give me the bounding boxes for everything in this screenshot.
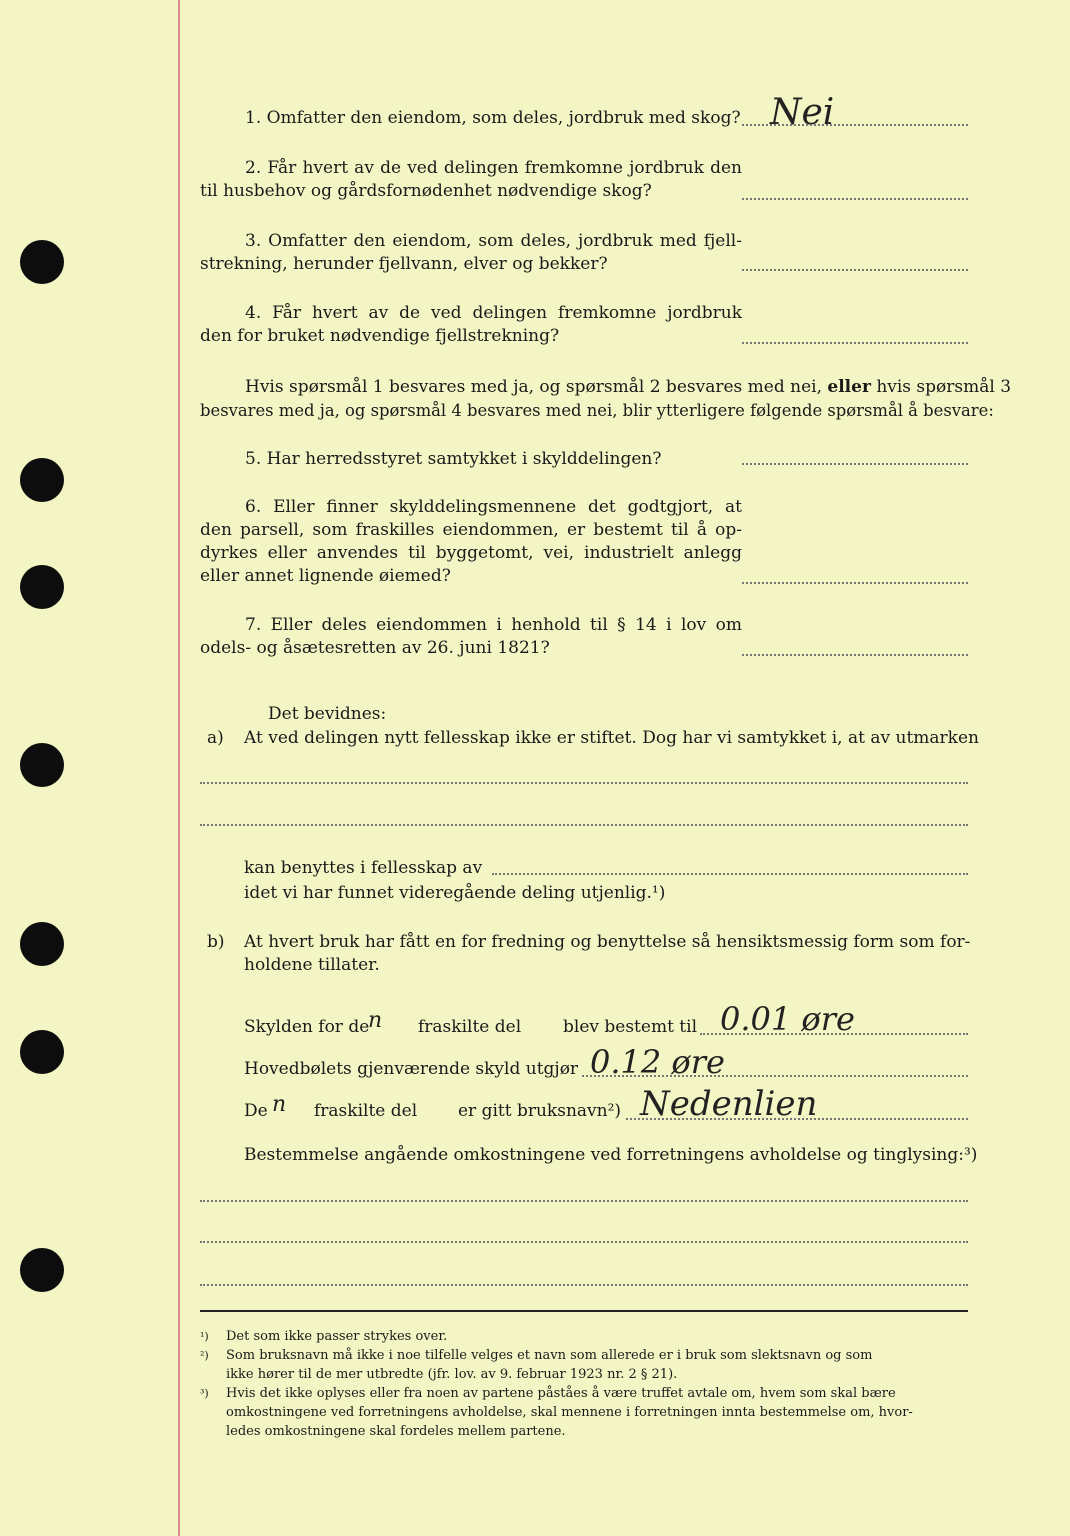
footnote-1-text: Det som ikke passer strykes over.	[226, 1329, 448, 1344]
question-3-line2: strekning, herunder fjellvann, elver og bekker?	[200, 254, 608, 274]
skylden-mid: fraskilte del	[418, 1017, 522, 1037]
punch-hole	[20, 1248, 64, 1292]
answer-line-3	[742, 269, 968, 271]
footnote-separator	[200, 1310, 968, 1312]
den-mid: fraskilte del	[314, 1101, 418, 1121]
question-6-line3: dyrkes eller anvendes til byggetomt, vei, industrielt anlegg	[200, 543, 742, 563]
hovedbolet-line	[582, 1075, 968, 1077]
punch-hole	[20, 240, 64, 284]
bevidnes-a-text: At ved delingen nytt fellesskap ikke er stiftet. Dog har vi samtykket i, at av utmarken	[244, 728, 979, 748]
skylden-hand-suffix: n	[368, 1008, 383, 1033]
question-6-line1: 6. Eller finner skylddelingsmennene det godtgjort, at	[245, 497, 742, 517]
den-hand-suffix: n	[272, 1092, 287, 1117]
hovedbolet-label: Hovedbølets gjenværende skyld utgjør	[244, 1059, 579, 1079]
skylden-suffix: blev bestemt til	[563, 1017, 698, 1037]
bevidnes-line-1	[200, 782, 968, 784]
answer-line-2	[742, 198, 968, 200]
condition-line1	[245, 376, 1012, 399]
bevidnes-line-2	[200, 824, 968, 826]
hovedbolet-value-handwritten: 0.12 øre	[590, 1043, 725, 1081]
punch-hole	[20, 1030, 64, 1074]
punch-hole	[20, 743, 64, 787]
condition-line1-b: hvis spørsmål 3	[876, 377, 1012, 397]
condition-bold-eller: eller	[827, 377, 871, 397]
answer-line-1	[742, 124, 968, 126]
question-4-line1: 4. Får hvert av de ved delingen fremkomne jordbruk	[245, 303, 742, 323]
bestemmelse-line-1	[200, 1200, 968, 1202]
skylden-value-handwritten: 0.01 øre	[720, 1000, 855, 1038]
question-6-line2: den parsell, som fraskilles eiendommen, er bestemt til å op-	[200, 520, 742, 540]
condition-line1-a: Hvis spørsmål 1 besvares med ja, og spørsmål 2 besvares med nei,	[245, 377, 822, 397]
footnote-1-number: ¹)	[200, 1330, 209, 1343]
question-1: 1. Omfatter den eiendom, som deles, jordbruk med skog?	[245, 108, 741, 128]
skylden-prefix: Skylden for de	[244, 1017, 370, 1037]
footnote-3-number: ³)	[200, 1387, 209, 1400]
question-5: 5. Har herredsstyret samtykket i skylddelingen?	[245, 449, 662, 469]
den-prefix: De	[244, 1101, 268, 1121]
footnote-2-line2: ikke hører til de mer utbredte (jfr. lov. av 9. februar 1923 nr. 2 § 21).	[226, 1367, 678, 1382]
question-6-line4: eller annet lignende øiemed?	[200, 566, 451, 586]
bevidnes-b-line2: holdene tillater.	[244, 955, 380, 975]
skylden-line	[700, 1033, 968, 1035]
answer-1-handwritten: Nei	[770, 92, 835, 133]
question-2-line2: til husbehov og gårdsfornødenhet nødvendige skog?	[200, 181, 652, 201]
footnote-3-line2: omkostningene ved forretningens avholdelse, skal mennene i forretningen innta bestemmelse om, hvor-	[226, 1405, 913, 1420]
bruksnavn-line	[626, 1118, 968, 1120]
answer-line-4	[742, 342, 968, 344]
idet-text: idet vi har funnet videregående deling utjenlig.¹)	[244, 883, 666, 903]
question-7-line1: 7. Eller deles eiendommen i henhold til § 14 i lov om	[245, 615, 742, 635]
answer-line-6	[742, 582, 968, 584]
answer-line-7	[742, 654, 968, 656]
bevidnes-b-line1: At hvert bruk har fått en for fredning og benyttelse så hensiktsmessig form som for-	[244, 932, 971, 952]
bestemmelse-line-3	[200, 1284, 968, 1286]
bestemmelse-label: Bestemmelse angående omkostningene ved forretningens avholdelse og tinglysing:³)	[244, 1145, 978, 1165]
question-7-line2: odels- og åsætesretten av 26. juni 1821?	[200, 638, 550, 658]
punch-hole	[20, 565, 64, 609]
punch-hole	[20, 458, 64, 502]
kan-benyttes-line	[492, 873, 968, 875]
question-3-line1: 3. Omfatter den eiendom, som deles, jordbruk med fjell-	[245, 231, 742, 251]
question-4-line2: den for bruket nødvendige fjellstrekning?	[200, 326, 560, 346]
bevidnes-a-label: a)	[207, 728, 224, 748]
den-suffix: er gitt bruksnavn²)	[458, 1101, 622, 1121]
footnote-2-number: ²)	[200, 1349, 209, 1362]
bevidnes-heading: Det bevidnes:	[268, 704, 387, 724]
kan-benyttes-label: kan benyttes i fellesskap av	[244, 858, 483, 878]
punch-hole	[20, 922, 64, 966]
margin-line	[178, 0, 180, 1536]
bestemmelse-line-2	[200, 1241, 968, 1243]
footnote-3-line3: ledes omkostningene skal fordeles mellem partene.	[226, 1424, 566, 1439]
question-2-line1: 2. Får hvert av de ved delingen fremkomne jordbruk den	[245, 158, 742, 178]
bruksnavn-value-handwritten: Nedenlien	[640, 1084, 818, 1124]
bevidnes-b-label: b)	[207, 932, 225, 952]
footnote-3-line1: Hvis det ikke oplyses eller fra noen av partene påståes å være truffet avtale om, hvem som skal bære	[226, 1386, 896, 1401]
answer-line-5	[742, 463, 968, 465]
footnote-2-line1: Som bruksnavn må ikke i noe tilfelle velges et navn som allerede er i bruk som slektsnavn og som	[226, 1348, 873, 1363]
condition-line2: besvares med ja, og spørsmål 4 besvares med nei, blir ytterligere følgende spørsmål å besvare:	[200, 401, 994, 420]
